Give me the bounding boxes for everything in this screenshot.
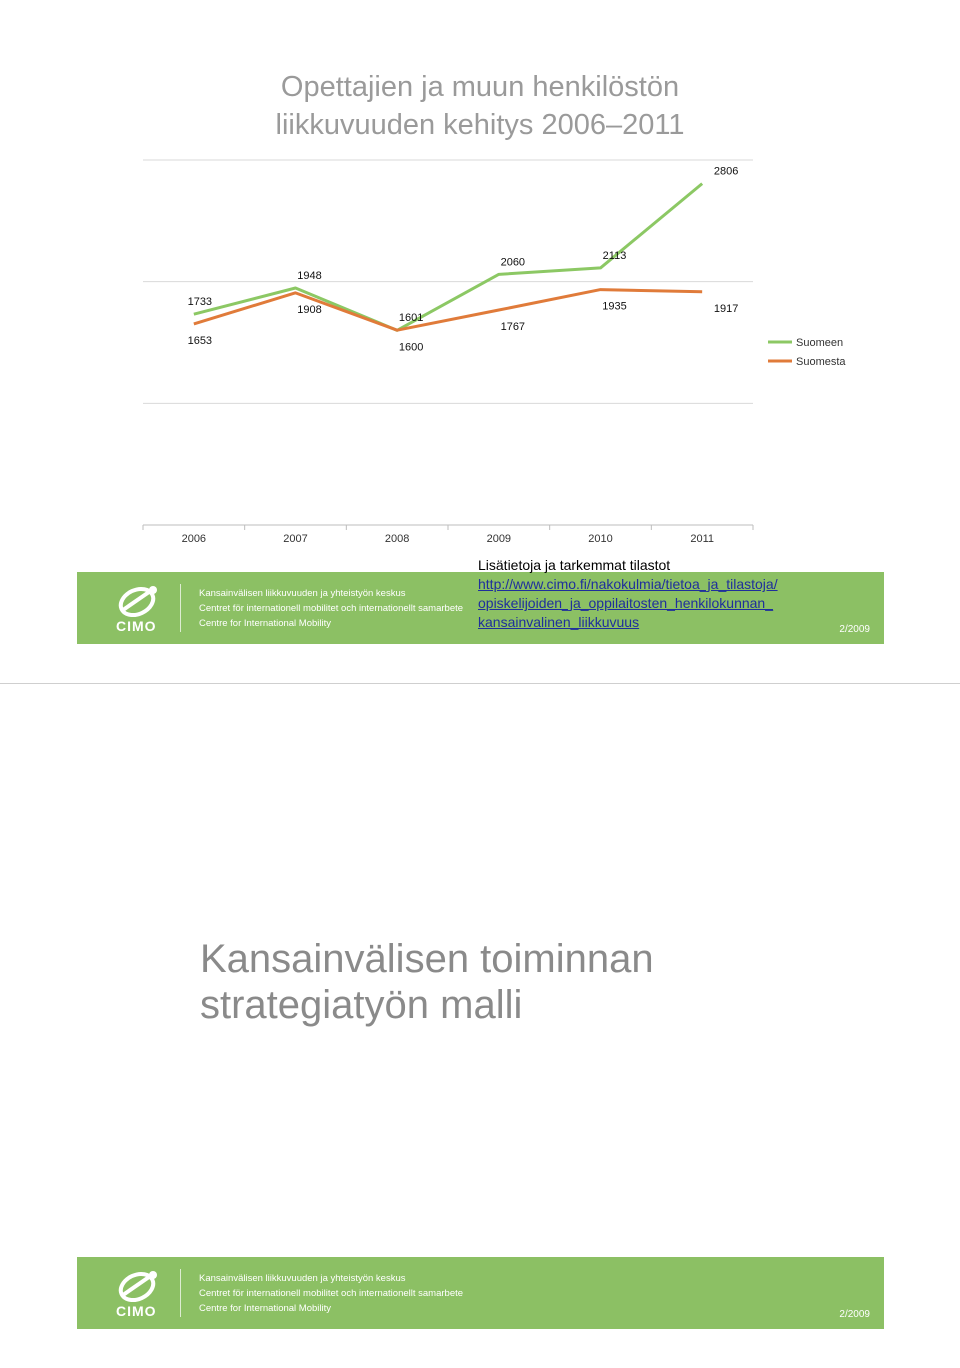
org-name-sv: Centret för internationell mobilitet och internationellt samarbete xyxy=(199,1288,464,1299)
slide-title-line-2: liikkuvuuden kehitys 2006–2011 xyxy=(275,109,685,141)
slide-title-line-2: strategiatyön malli xyxy=(200,983,523,1027)
slide-title-line-1: Opettajien ja muun henkilöstön xyxy=(280,71,680,103)
data-label: 2060 xyxy=(500,256,526,269)
data-label: 1601 xyxy=(398,312,424,325)
data-label: 1600 xyxy=(398,341,424,354)
footer-banner xyxy=(77,1257,884,1329)
data-label: 2113 xyxy=(602,249,627,262)
statistics-link-line-3[interactable]: kansainvalinen_liikkuvuus xyxy=(478,614,640,630)
legend-label-suomesta: Suomesta xyxy=(796,356,846,368)
data-label: 1948 xyxy=(297,269,322,282)
x-tick-label: 2006 xyxy=(181,533,207,545)
data-label: 1917 xyxy=(713,302,739,315)
footer-divider xyxy=(180,584,181,632)
organisation-names xyxy=(199,586,463,631)
data-label: 1733 xyxy=(187,296,213,309)
slide-title xyxy=(200,936,654,1028)
x-tick-label: 2007 xyxy=(283,533,308,545)
org-name-en: Centre for International Mobility xyxy=(199,1303,332,1314)
org-name-fi: Kansainvälisen liikkuvuuden ja yhteistyön keskus xyxy=(199,1273,406,1284)
org-name-en: Centre for International Mobility xyxy=(199,618,332,629)
slide-title-line-1: Kansainvälisen toiminnan xyxy=(200,937,654,981)
org-name-sv: Centret för internationell mobilitet och internationellt samarbete xyxy=(199,603,464,614)
statistics-link-line-2[interactable]: opiskelijoiden_ja_oppilaitosten_henkilokunnan_ xyxy=(478,595,774,611)
data-label: 1935 xyxy=(602,300,627,313)
x-tick-label: 2008 xyxy=(384,533,410,545)
page-number: 2/2009 xyxy=(839,624,870,635)
data-label: 1767 xyxy=(500,321,526,334)
data-label: 1653 xyxy=(187,334,213,347)
x-tick-label: 2010 xyxy=(588,533,613,545)
line-chart xyxy=(0,0,960,560)
x-tick-label: 2009 xyxy=(486,533,512,545)
logo-text: CIMO xyxy=(116,618,157,634)
data-label: 1908 xyxy=(297,303,322,316)
logo-text: CIMO xyxy=(116,1303,157,1319)
x-tick-label: 2011 xyxy=(690,533,714,545)
page-number: 2/2009 xyxy=(839,1309,870,1320)
legend-label-suomeen: Suomeen xyxy=(796,337,844,349)
more-info-label: Lisätietoja ja tarkemmat tilastot xyxy=(478,557,671,573)
footer-divider xyxy=(180,1269,181,1317)
slide-2 xyxy=(0,683,960,1368)
org-name-fi: Kansainvälisen liikkuvuuden ja yhteistyön keskus xyxy=(199,588,406,599)
organisation-names xyxy=(199,1271,463,1316)
slide-1 xyxy=(0,0,960,683)
data-label: 2806 xyxy=(713,165,739,178)
statistics-link-line-1[interactable]: http://www.cimo.fi/nakokulmia/tietoa_ja_tilastoja/ xyxy=(478,576,778,592)
more-info xyxy=(478,556,848,632)
